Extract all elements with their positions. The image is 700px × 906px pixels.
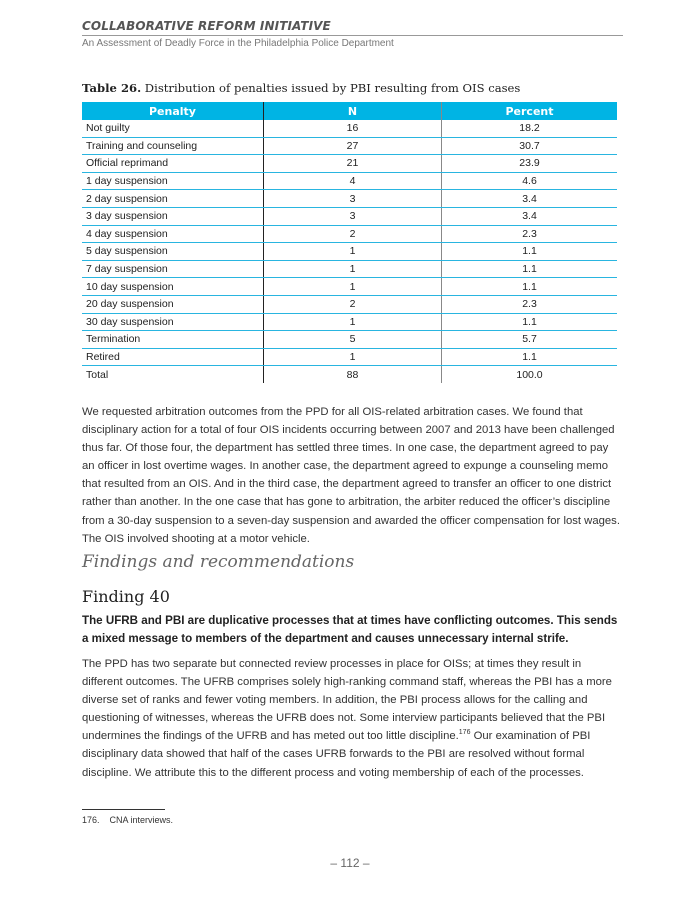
cell-percent: 18.2 — [442, 120, 618, 137]
cell-percent: 3.4 — [442, 190, 618, 208]
table-row — [82, 260, 617, 278]
finding-body-paragraph — [82, 655, 622, 782]
header-rule — [82, 35, 623, 36]
cell-n: 1 — [264, 260, 442, 278]
cell-n: 3 — [264, 190, 442, 208]
table-caption-text: Distribution of penalties issued by PBI resulting from OIS cases — [141, 81, 521, 95]
cell-penalty: 10 day suspension — [82, 278, 264, 296]
table-row — [82, 313, 617, 331]
cell-penalty: 5 day suspension — [82, 243, 264, 261]
cell-penalty: 3 day suspension — [82, 207, 264, 225]
cell-percent: 5.7 — [442, 331, 618, 349]
cell-percent: 23.9 — [442, 155, 618, 173]
table-row — [82, 137, 617, 155]
cell-n: 1 — [264, 348, 442, 366]
cell-percent: 3.4 — [442, 207, 618, 225]
table-row — [82, 120, 617, 137]
cell-percent: 1.1 — [442, 278, 618, 296]
cell-penalty: Total — [82, 366, 264, 383]
table-row — [82, 348, 617, 366]
penalties-table — [82, 102, 617, 383]
cell-penalty: Not guilty — [82, 120, 264, 137]
footnote-text: CNA interviews. — [109, 815, 174, 825]
table-header-row — [82, 102, 617, 120]
cell-penalty: 2 day suspension — [82, 190, 264, 208]
finding-title: Finding 40 — [82, 587, 170, 606]
table-row — [82, 331, 617, 349]
table-row — [82, 243, 617, 261]
cell-n: 88 — [264, 366, 442, 383]
cell-n: 27 — [264, 137, 442, 155]
cell-percent: 2.3 — [442, 295, 618, 313]
running-header-title: COLLABORATIVE REFORM INITIATIVE — [82, 19, 331, 33]
table-caption-label: Table 26. — [82, 81, 142, 95]
cell-penalty: 4 day suspension — [82, 225, 264, 243]
cell-percent: 1.1 — [442, 260, 618, 278]
footnote-rule — [82, 809, 165, 810]
table-row — [82, 155, 617, 173]
cell-n: 2 — [264, 295, 442, 313]
cell-percent: 100.0 — [516, 368, 543, 381]
cell-penalty: Retired — [82, 348, 264, 366]
table-caption — [82, 81, 520, 95]
table-row — [82, 172, 617, 190]
cell-percent: 1.1 — [442, 348, 618, 366]
column-header-percent: Percent — [442, 102, 618, 120]
cell-n: 1 — [264, 243, 442, 261]
table-row — [82, 190, 617, 208]
cell-n: 1 — [264, 278, 442, 296]
cell-n: 5 — [264, 331, 442, 349]
cell-penalty: Training and counseling — [82, 137, 264, 155]
cell-percent: 4.6 — [442, 172, 618, 190]
cell-penalty: 30 day suspension — [82, 313, 264, 331]
cell-penalty: 20 day suspension — [82, 295, 264, 313]
column-header-n: N — [264, 102, 442, 120]
footnote-number: 176. — [82, 815, 100, 825]
table-row — [82, 295, 617, 313]
cell-penalty: Termination — [82, 331, 264, 349]
cell-n: 16 — [264, 120, 442, 137]
footnote-reference[interactable]: 176 — [458, 729, 471, 737]
cell-percent: 1.1 — [442, 313, 618, 331]
arbitration-paragraph: We requested arbitration outcomes from the PPD for all OIS-related arbitration cases. We found that disciplinary action for a total of four OIS incidents occurring between 2007 and 2013 have been challenged thus far. Of those four, the department has settled three times. In one case, the department agreed to pay an officer in lost overtime wages. In another case, the department agreed to expunge a counseling memo that resulted from an OIS. And in the third case, the department agreed to transfer an officer to one district rather than another. In the one case that has gone to arbitration, the arbiter reduced the officer’s discipline from a 30-day suspension to a seven-day suspension and awarded the officer compensation for lost wages. The OIS involved shooting at a motor vehicle. — [82, 406, 620, 545]
page-number: – 112 – — [330, 856, 370, 870]
footnote — [82, 815, 173, 825]
cell-percent: 30.7 — [442, 137, 618, 155]
finding-body-text-2: Our examination of PBI disciplinary data showed that half of the cases UFRB forwards to the PBI are resolved without formal discipline. We attribute this to the different process and voting membership of each of the processes. — [82, 730, 591, 779]
finding-statement: The UFRB and PBI are duplicative processes that at times have conflicting outcomes. This sends a mixed message to members of the department and causes unnecessary internal strife. — [82, 614, 618, 645]
cell-penalty: Official reprimand — [82, 155, 264, 173]
cell-n: 21 — [264, 155, 442, 173]
cell-percent: 1.1 — [442, 243, 618, 261]
finding-body-text-1: The PPD has two separate but connected review processes in place for OISs; at times they result in different outcomes. The UFRB comprises solely high-ranking command staff, whereas the PBI has a more diverse set of ranks and fewer voting members. In addition, the PBI process allows for the calling and questioning of witnesses, whereas the UFRB does not. Some interview participants believed that the PBI undermines the findings of the UFRB and has meted out too little discipline. — [82, 658, 612, 743]
cell-n: 3 — [264, 207, 442, 225]
cell-penalty: 1 day suspension — [82, 172, 264, 190]
table-row — [82, 278, 617, 296]
cell-percent: 2.3 — [442, 225, 618, 243]
cell-n: 4 — [264, 172, 442, 190]
running-header-subtitle: An Assessment of Deadly Force in the Philadelphia Police Department — [82, 38, 394, 49]
table-row — [82, 225, 617, 243]
cell-n: 2 — [264, 225, 442, 243]
table-row — [82, 207, 617, 225]
section-title: Findings and recommendations — [82, 552, 355, 572]
table-total-row — [82, 366, 617, 383]
cell-penalty: 7 day suspension — [82, 260, 264, 278]
column-header-penalty: Penalty — [82, 102, 264, 120]
cell-n: 1 — [264, 313, 442, 331]
